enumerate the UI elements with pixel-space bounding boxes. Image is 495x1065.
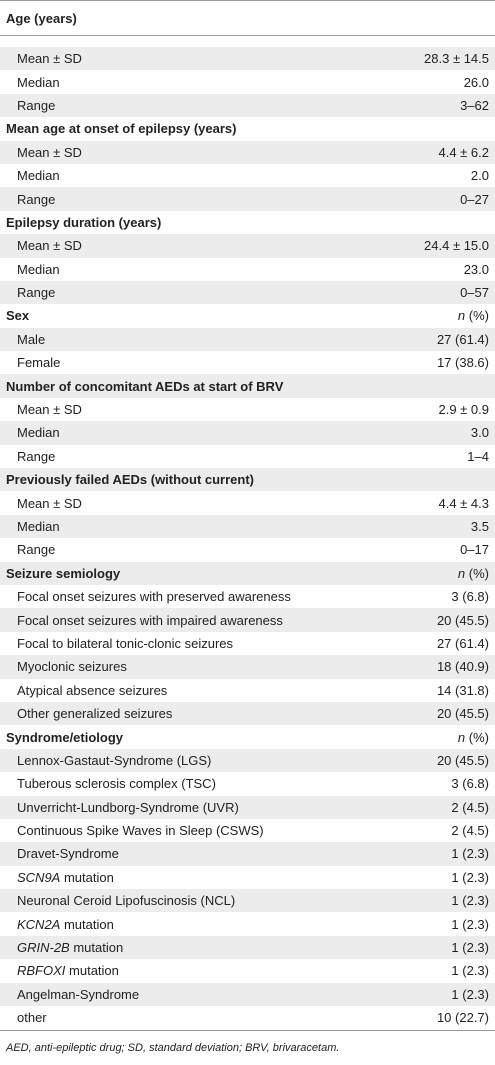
- n-symbol: n: [457, 729, 466, 745]
- table-row: [0, 421, 495, 444]
- row-label: [17, 963, 119, 978]
- row-label: Range: [17, 191, 56, 207]
- row-label: Other generalized seizures: [17, 706, 173, 722]
- row-value: 1 (2.3): [451, 846, 489, 862]
- table-row: [0, 912, 495, 935]
- table-row: [0, 187, 495, 210]
- table-row: [0, 491, 495, 514]
- row-label: Median: [17, 519, 60, 534]
- row-label: [17, 917, 114, 932]
- row-label: Median: [17, 425, 60, 441]
- row-label: Median: [17, 168, 60, 184]
- table-row: [0, 819, 495, 842]
- percent-suffix: (%): [465, 565, 489, 581]
- row-label: [17, 870, 114, 885]
- section-row: [0, 562, 495, 585]
- row-label: Neuronal Ceroid Lipofuscinosis (NCL): [17, 893, 236, 909]
- row-value: 18 (40.9): [436, 659, 489, 675]
- row-value: 3.5: [470, 519, 489, 534]
- table-row: [0, 702, 495, 725]
- row-value: 3 (6.8): [451, 589, 489, 605]
- row-value: 0–57: [460, 285, 489, 301]
- table-row: [0, 234, 495, 257]
- table-body: [0, 47, 495, 1029]
- percent-suffix: (%): [465, 308, 489, 324]
- row-label: [17, 940, 123, 955]
- table-row: [0, 141, 495, 164]
- row-label: Range: [17, 542, 56, 558]
- row-value: 3.0: [470, 425, 489, 441]
- row-value: 23.0: [463, 261, 489, 277]
- row-value: [458, 730, 489, 745]
- row-label: Mean ± SD: [17, 51, 82, 67]
- table-row: [0, 258, 495, 281]
- table-row: [0, 608, 495, 631]
- label-suffix: mutation: [65, 963, 119, 979]
- row-value: 27 (61.4): [436, 331, 489, 347]
- row-label: other: [17, 1010, 47, 1026]
- section-label: Mean age at onset of epilepsy (years): [6, 121, 237, 137]
- row-label: Lennox-Gastaut-Syndrome (LGS): [17, 752, 212, 768]
- table-row: [0, 1006, 495, 1029]
- table-row: [0, 749, 495, 772]
- table-row: [0, 842, 495, 865]
- section-label: Syndrome/etiology: [6, 729, 124, 745]
- row-label: Range: [17, 97, 56, 113]
- row-label: Tuberous sclerosis complex (TSC): [17, 776, 216, 792]
- row-value: 14 (31.8): [436, 682, 489, 698]
- table-row: [0, 679, 495, 702]
- label-suffix: mutation: [69, 940, 124, 956]
- row-label: Myoclonic seizures: [17, 659, 127, 675]
- table-row: [0, 398, 495, 421]
- row-value: 1 (2.3): [451, 869, 489, 885]
- row-value: [458, 566, 489, 581]
- row-label: Dravet-Syndrome: [17, 846, 119, 862]
- row-label: Female: [17, 355, 61, 371]
- row-label: Mean ± SD: [17, 495, 82, 511]
- row-value: 1 (2.3): [451, 963, 489, 979]
- label-suffix: mutation: [60, 869, 114, 885]
- section-label: Epilepsy duration (years): [6, 214, 162, 230]
- row-label: Focal onset seizures with impaired awareness: [17, 612, 283, 628]
- row-value: 26.0: [463, 74, 489, 90]
- row-value: 2.0: [470, 168, 489, 184]
- section-label: Previously failed AEDs (without current): [6, 472, 255, 488]
- row-value: 1 (2.3): [451, 986, 489, 1002]
- row-value: [458, 308, 489, 323]
- row-label: Continuous Spike Waves in Sleep (CSWS): [17, 823, 264, 839]
- row-label: Unverricht-Lundborg-Syndrome (UVR): [17, 799, 239, 815]
- table-row: [0, 866, 495, 889]
- gene-name: RBFOXI: [17, 963, 66, 979]
- table-row: [0, 538, 495, 561]
- header-spacer: [0, 36, 495, 47]
- table-footnote: AED, anti-epileptic drug; SD, standard deviation; BRV, brivaracetam.: [6, 1042, 340, 1055]
- table-row: [0, 328, 495, 351]
- header-label: Age (years): [6, 10, 77, 26]
- table-row: [0, 796, 495, 819]
- row-value: 17 (38.6): [436, 355, 489, 371]
- row-value: 20 (45.5): [436, 612, 489, 628]
- table-row: [0, 445, 495, 468]
- section-row: [0, 117, 495, 140]
- section-row: [0, 374, 495, 397]
- row-value: 4.4 ± 6.2: [438, 144, 489, 160]
- row-label: Mean ± SD: [17, 238, 82, 254]
- row-value: 10 (22.7): [436, 1010, 489, 1026]
- row-label: Focal onset seizures with preserved awareness: [17, 589, 291, 605]
- row-value: 0–17: [460, 542, 489, 558]
- row-value: 1 (2.3): [451, 893, 489, 909]
- label-suffix: mutation: [60, 916, 114, 932]
- table-header: [0, 1, 495, 36]
- table-row: [0, 585, 495, 608]
- table-row: [0, 47, 495, 70]
- n-symbol: n: [457, 565, 466, 581]
- percent-suffix: (%): [465, 729, 489, 745]
- table-row: [0, 351, 495, 374]
- table-row: [0, 164, 495, 187]
- table-row: [0, 70, 495, 93]
- section-label: Number of concomitant AEDs at start of BRV: [6, 378, 284, 394]
- row-label: Male: [17, 331, 46, 347]
- row-value: 28.3 ± 14.5: [424, 51, 489, 67]
- row-value: 2.9 ± 0.9: [438, 402, 489, 418]
- section-label: Sex: [6, 308, 30, 324]
- row-value: 1 (2.3): [451, 940, 489, 956]
- section-row: [0, 211, 495, 234]
- section-row: [0, 468, 495, 491]
- row-value: 20 (45.5): [436, 706, 489, 722]
- gene-name: KCN2A: [17, 916, 61, 932]
- table-row: [0, 94, 495, 117]
- table-row: [0, 889, 495, 912]
- table-row: [0, 959, 495, 982]
- table-row: [0, 632, 495, 655]
- row-value: 27 (61.4): [436, 635, 489, 651]
- gene-name: SCN9A: [17, 869, 61, 885]
- table-row: [0, 936, 495, 959]
- row-label: Range: [17, 448, 56, 464]
- section-label: Seizure semiology: [6, 565, 121, 581]
- table-row: [0, 515, 495, 538]
- row-value: 1–4: [467, 448, 489, 464]
- section-row: [0, 725, 495, 748]
- table-row: [0, 983, 495, 1006]
- row-label: Atypical absence seizures: [17, 682, 168, 698]
- row-value: 2 (4.5): [451, 823, 489, 839]
- row-value: 0–27: [460, 191, 489, 207]
- row-value: 3 (6.8): [451, 776, 489, 792]
- table-row: [0, 655, 495, 678]
- row-value: 24.4 ± 15.0: [424, 238, 489, 254]
- row-label: Focal to bilateral tonic-clonic seizures: [17, 635, 234, 651]
- row-value: 1 (2.3): [451, 916, 489, 932]
- row-value: 4.4 ± 4.3: [438, 495, 489, 511]
- row-label: Range: [17, 285, 56, 301]
- row-value: 3–62: [460, 97, 489, 113]
- row-label: Mean ± SD: [17, 402, 82, 418]
- row-value: 2 (4.5): [451, 799, 489, 815]
- row-value: 20 (45.5): [436, 752, 489, 768]
- row-label: Median: [17, 74, 60, 90]
- table-row: [0, 772, 495, 795]
- row-label: Median: [17, 261, 60, 277]
- section-row: [0, 304, 495, 327]
- row-label: Mean ± SD: [17, 144, 82, 160]
- table-row: [0, 281, 495, 304]
- gene-name: GRIN-2B: [17, 940, 70, 956]
- n-symbol: n: [457, 308, 466, 324]
- row-label: Angelman-Syndrome: [17, 986, 140, 1002]
